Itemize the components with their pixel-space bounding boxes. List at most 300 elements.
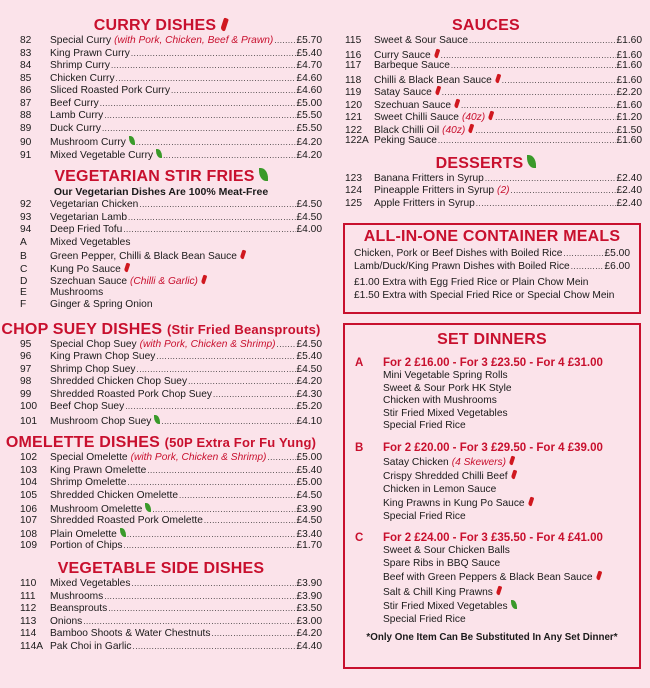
leader-dots <box>267 452 295 465</box>
item-description: (2) <box>497 185 510 196</box>
menu-item <box>0 351 322 364</box>
set-letter: B <box>355 441 364 454</box>
sauces-list <box>330 35 642 148</box>
item-price: £4.50 <box>296 199 322 210</box>
item-name: Pak Choi in Garlic <box>50 640 132 652</box>
item-name: Sweet Chilli Sauce <box>374 112 459 123</box>
leader-dots <box>571 261 604 274</box>
set-block <box>345 441 639 524</box>
item-name: Lamb/Duck/King Prawn Dishes with Boiled Rice <box>354 260 570 272</box>
item-price: £1.60 <box>616 74 642 86</box>
item-price: £4.50 <box>296 211 322 223</box>
item-number: 91 <box>20 149 32 161</box>
item-price: £4.20 <box>296 137 322 148</box>
item-number: 85 <box>20 72 32 84</box>
menu-item <box>0 616 322 629</box>
item-name: Vegetarian Chicken <box>50 199 139 210</box>
leader-dots <box>123 224 295 237</box>
veg-stir-list <box>0 199 322 312</box>
leader-dots <box>161 416 295 429</box>
chili-icon <box>596 570 602 580</box>
menu-item <box>330 98 642 111</box>
item-name: King Prawn Omelette <box>50 464 147 476</box>
item-name: Chicken Curry <box>50 72 115 84</box>
menu-item <box>0 135 322 148</box>
set-dinners-box <box>343 323 641 669</box>
item-name: Chilli & Black Bean Sauce <box>374 74 492 86</box>
leader-dots <box>563 248 603 261</box>
leader-dots <box>108 603 295 616</box>
chili-icon <box>220 17 228 31</box>
item-price: £4.70 <box>296 60 322 71</box>
leader-dots <box>442 87 616 100</box>
leader-dots <box>451 60 616 73</box>
item-price: £1.70 <box>296 539 322 551</box>
item-number: B <box>20 251 27 262</box>
item-name: Shrimp Omelette <box>50 477 127 488</box>
veg-side-list <box>0 578 322 653</box>
item-name: Stir Fried Mixed Vegetables <box>383 407 508 419</box>
leader-dots <box>128 212 295 225</box>
container-meals-box <box>343 223 641 314</box>
menu-item <box>0 212 322 225</box>
menu-item <box>0 35 322 48</box>
menu-item <box>0 603 322 616</box>
curry-list <box>0 35 322 160</box>
item-number: 108 <box>20 529 37 540</box>
item-price: £4.10 <box>296 415 322 427</box>
item-number: 89 <box>20 122 32 134</box>
leaf-icon <box>129 135 135 145</box>
item-name: Szechuan Sauce <box>374 99 452 111</box>
item-description: (4 Skewers) <box>451 456 507 468</box>
item-name: Mushroom Omelette <box>50 504 143 515</box>
item-price: £5.00 <box>296 97 322 109</box>
chili-icon <box>509 455 515 465</box>
leader-dots <box>116 73 296 86</box>
menu-item <box>0 527 322 540</box>
item-price: £4.50 <box>296 514 322 526</box>
chili-icon <box>511 469 517 479</box>
leader-dots <box>476 198 616 211</box>
leader-dots <box>102 123 296 136</box>
menu-item <box>0 502 322 515</box>
item-name: Pineapple Fritters in Syrup <box>374 185 495 196</box>
menu-item <box>0 110 322 123</box>
chili-icon <box>468 123 474 133</box>
menu-item <box>0 148 322 161</box>
leaf-icon <box>120 527 126 537</box>
leader-dots <box>188 376 295 389</box>
menu-item <box>330 173 642 186</box>
item-price: £3.50 <box>296 603 322 614</box>
item-name: Curry Sauce <box>374 49 431 61</box>
item-number: 122 <box>345 124 362 136</box>
menu-item <box>0 274 322 287</box>
leader-dots <box>123 540 295 553</box>
item-number: 103 <box>20 464 37 476</box>
set-dinners-note: *Only One Item Can Be Substituted In Any Set Dinner* <box>366 632 618 643</box>
item-name: Beef Curry <box>50 97 99 109</box>
item-price: £4.60 <box>296 72 322 84</box>
item-price: £1.60 <box>616 99 642 111</box>
menu-item <box>0 414 322 427</box>
set-item <box>345 420 639 433</box>
set-item <box>345 496 639 511</box>
item-name: Mushroom Chop Suey <box>50 415 152 427</box>
item-price: £1.60 <box>616 35 642 46</box>
desserts-title: DESSERTS <box>330 155 642 173</box>
item-number: F <box>20 299 27 310</box>
veg-stir-title: VEGETARIAN STIR FRIES <box>0 168 322 186</box>
menu-item <box>330 48 642 61</box>
veg-side-title: VEGETABLE SIDE DISHES <box>57 560 265 577</box>
menu-item <box>0 515 322 528</box>
left-column <box>0 0 322 653</box>
menu-item <box>0 237 322 250</box>
item-name: Chicken in Lemon Sauce <box>383 483 497 495</box>
right-column <box>330 0 642 210</box>
chop-suey-list <box>0 339 322 427</box>
menu-item <box>0 73 322 86</box>
item-description: (40z) <box>461 112 486 123</box>
item-name: Chicken, Pork or Beef Dishes with Boiled Rice <box>354 248 563 259</box>
item-name: Special Fried Rice <box>383 613 466 625</box>
item-name: Special Fried Rice <box>383 420 466 431</box>
leader-dots <box>163 150 295 163</box>
item-price: £1.60 <box>616 49 642 61</box>
item-name: Mushrooms <box>50 286 104 298</box>
set-item <box>345 585 639 600</box>
item-name: Green Pepper, Chilli & Black Bean Sauce <box>50 251 237 262</box>
leader-dots <box>104 110 295 123</box>
item-name: Special Fried Rice <box>383 510 466 522</box>
menu-item <box>0 199 322 212</box>
omelette-list <box>0 452 322 552</box>
item-name: Beef Chop Suey <box>50 401 125 412</box>
set-header <box>345 441 639 455</box>
menu-item <box>0 249 322 262</box>
set-item <box>345 511 639 524</box>
leader-dots <box>147 465 295 478</box>
item-name: Stir Fried Mixed Vegetables <box>383 601 508 612</box>
item-name: Beansprouts <box>50 603 108 614</box>
item-price: £1.60 <box>616 135 642 146</box>
set-prices: For 2 £16.00 - For 3 £23.50 - For 4 £31.00 <box>383 357 603 369</box>
set-item <box>345 395 639 408</box>
item-number: 113 <box>20 615 37 627</box>
item-price: £4.20 <box>296 376 322 387</box>
set-letter: C <box>355 532 364 544</box>
leader-dots <box>469 35 615 48</box>
item-name: Special Omelette <box>50 452 128 463</box>
item-number: 98 <box>20 376 32 387</box>
item-name: Satay Chicken <box>383 456 449 468</box>
container-meal <box>354 261 630 274</box>
item-price: £1.20 <box>616 112 642 123</box>
item-number: 94 <box>20 224 32 235</box>
chili-icon <box>435 85 441 95</box>
item-price: £2.40 <box>616 172 642 184</box>
item-number: 111 <box>20 590 36 602</box>
item-number: C <box>20 263 28 275</box>
item-name: Barbeque Sauce <box>374 60 450 71</box>
item-number: 107 <box>20 514 37 526</box>
set-header <box>345 356 639 370</box>
item-number: D <box>20 276 28 287</box>
item-price: £4.00 <box>296 224 322 235</box>
set-item <box>345 614 639 627</box>
leaf-icon <box>511 599 517 609</box>
leader-dots <box>495 112 615 125</box>
item-price: £4.50 <box>296 338 322 350</box>
item-name: Mixed Vegetables <box>50 236 131 248</box>
item-price: £3.90 <box>296 504 322 515</box>
menu-item <box>0 591 322 604</box>
item-number: 82 <box>20 35 32 46</box>
leader-dots <box>511 185 616 198</box>
item-number: 124 <box>345 185 362 196</box>
item-name: Shredded Roasted Pork Chop Suey <box>50 388 212 400</box>
item-name: Szechuan Sauce <box>50 276 128 287</box>
item-description: (with Pork, Chicken & Shrimp) <box>139 338 276 350</box>
item-price: £5.40 <box>296 464 322 476</box>
item-price: £2.40 <box>616 185 642 196</box>
chili-icon <box>488 110 494 120</box>
item-price: £2.20 <box>616 87 642 98</box>
item-name: Vegetarian Lamb <box>50 211 128 223</box>
omelette-title: OMELETTE DISHES (50P Extra For Fu Yung) <box>5 434 317 451</box>
item-number: 84 <box>20 60 32 71</box>
item-number: 118 <box>345 74 362 86</box>
item-name: Mushrooms <box>50 590 104 602</box>
item-name: Crispy Shredded Chilli Beef <box>383 471 508 482</box>
item-number: 115 <box>345 35 362 46</box>
item-name: Special Chop Suey <box>50 338 137 350</box>
item-name: Mixed Vegetable Curry <box>50 149 154 161</box>
leaf-icon <box>145 502 151 512</box>
leader-dots <box>485 173 616 186</box>
item-number: 96 <box>20 351 32 362</box>
menu-item <box>0 85 322 98</box>
menu-item <box>0 339 322 352</box>
item-price: £5.50 <box>296 110 322 121</box>
item-price: £5.50 <box>296 122 322 134</box>
item-price: £5.70 <box>296 35 322 46</box>
item-name: Mixed Vegetables <box>50 578 131 589</box>
item-number: 105 <box>20 489 37 501</box>
leaf-icon <box>154 414 160 424</box>
set-item <box>345 558 639 571</box>
container-extra-1: £1.00 Extra with Egg Fried Rice or Plain Chow Mein <box>354 277 589 288</box>
item-number: 112 <box>20 603 37 614</box>
item-name: Sweet & Sour Sauce <box>374 35 469 46</box>
item-description: (with Pork, Chicken & Shrimp) <box>130 452 267 463</box>
item-name: Deep Fried Tofu <box>50 224 123 235</box>
leader-dots <box>502 75 616 88</box>
desserts-list <box>330 173 642 211</box>
item-name: Black Chilli Oil <box>374 124 440 136</box>
chili-icon <box>240 249 246 259</box>
item-number: 122A <box>345 135 369 146</box>
item-number: 114A <box>20 640 44 652</box>
chili-icon <box>496 585 502 595</box>
leader-dots <box>131 48 296 61</box>
leader-dots <box>211 628 295 641</box>
leader-dots <box>156 351 295 364</box>
set-dinners-title: SET DINNERS <box>437 331 547 348</box>
menu-item <box>0 477 322 490</box>
menu-item <box>0 465 322 478</box>
item-name: Apple Fritters in Syrup <box>374 197 475 209</box>
set-prices: For 2 £20.00 - For 3 £29.50 - For 4 £39.00 <box>383 441 603 454</box>
menu-item <box>0 641 322 654</box>
set-item <box>345 484 639 497</box>
menu-item <box>0 540 322 553</box>
item-number: 99 <box>20 388 32 400</box>
item-number: 117 <box>345 60 362 71</box>
item-price: £3.90 <box>296 590 322 602</box>
item-number: 119 <box>345 87 362 98</box>
item-name: King Prawn Curry <box>50 47 130 59</box>
item-price: £2.40 <box>616 197 642 209</box>
set-prices: For 2 £24.00 - For 3 £35.50 - For 4 £41.00 <box>383 532 603 544</box>
menu-item <box>0 578 322 591</box>
leader-dots <box>139 199 295 212</box>
item-description: (Chilli & Garlic) <box>130 276 198 287</box>
item-price: £4.40 <box>296 640 322 652</box>
menu-item <box>0 628 322 641</box>
item-number: 106 <box>20 504 37 515</box>
item-name: Shrimp Chop Suey <box>50 363 136 375</box>
curry-title: CURRY DISHES <box>0 17 322 35</box>
item-name: Salt & Chill King Prawns <box>383 586 493 598</box>
chili-icon <box>434 48 440 58</box>
item-name: Ginger & Spring Onion <box>50 299 153 310</box>
leader-dots <box>171 85 295 98</box>
item-number: 102 <box>20 452 37 463</box>
veg-stir-subtitle: Our Vegetarian Dishes Are 100% Meat-Free <box>53 186 269 198</box>
item-name: Special Curry <box>50 35 112 46</box>
chili-icon <box>201 274 207 284</box>
item-number: 114 <box>20 628 37 639</box>
set-block <box>345 531 639 626</box>
menu-item <box>0 401 322 414</box>
item-price: £5.00 <box>296 477 322 488</box>
item-price: £5.00 <box>296 452 322 463</box>
item-name: Shrimp Curry <box>50 60 111 71</box>
item-price: £3.00 <box>296 615 322 627</box>
set-dinners-list <box>345 356 639 626</box>
item-price: £4.50 <box>296 489 322 501</box>
leaf-icon <box>527 155 536 169</box>
leader-dots <box>111 60 295 73</box>
menu-item <box>0 376 322 389</box>
item-name: Sweet & Sour Chicken Balls <box>383 545 510 556</box>
item-number: E <box>20 286 27 298</box>
item-name: King Prawns in Kung Po Sauce <box>383 498 525 509</box>
item-name: Banana Fritters in Syrup <box>374 172 484 184</box>
item-price: £5.40 <box>296 351 322 362</box>
item-name: King Prawn Chop Suey <box>50 351 156 362</box>
set-block <box>345 356 639 433</box>
menu-item <box>330 73 642 86</box>
leader-dots <box>274 35 295 48</box>
item-price: £4.20 <box>296 149 322 161</box>
item-number: 97 <box>20 363 32 375</box>
item-price: £4.30 <box>296 388 322 400</box>
leader-dots <box>179 490 296 503</box>
item-number: 121 <box>345 112 362 123</box>
menu-item <box>0 299 322 312</box>
item-number: 83 <box>20 47 32 59</box>
set-item <box>345 408 639 421</box>
menu-item <box>330 185 642 198</box>
item-name: Onions <box>50 615 83 627</box>
leader-dots <box>461 100 615 113</box>
item-name: Plain Omelette <box>50 529 117 540</box>
container-title: ALL-IN-ONE CONTAINER MEALS <box>363 228 621 245</box>
chili-icon <box>124 262 130 272</box>
menu-item <box>330 85 642 98</box>
item-number: 116 <box>345 49 362 61</box>
item-name: Portion of Chips <box>50 539 123 551</box>
set-item <box>345 383 639 396</box>
item-price: £5.00 <box>604 248 630 259</box>
item-name: Mini Vegetable Spring Rolls <box>383 370 508 381</box>
leader-dots <box>127 477 295 490</box>
chili-icon <box>528 496 534 506</box>
item-name: Mushroom Curry <box>50 137 126 148</box>
leader-dots <box>277 339 296 352</box>
item-price: £1.50 <box>616 124 642 136</box>
menu-item <box>0 389 322 402</box>
sauces-title: SAUCES <box>452 17 520 34</box>
item-name: Spare Ribs in BBQ Sauce <box>383 557 501 569</box>
container-meal <box>354 248 630 261</box>
leader-dots <box>104 591 295 604</box>
item-name: Satay Sauce <box>374 87 432 98</box>
item-number: 92 <box>20 199 32 210</box>
item-price: £4.60 <box>296 85 322 96</box>
menu-item <box>330 123 642 136</box>
item-number: 100 <box>20 401 37 412</box>
item-description: (with Pork, Chicken, Beef & Prawn) <box>114 35 274 46</box>
set-letter: A <box>355 357 364 369</box>
item-name: Shredded Chicken Omelette <box>50 489 178 501</box>
menu-item <box>0 123 322 136</box>
menu-item <box>0 364 322 377</box>
item-number: 93 <box>20 211 32 223</box>
item-name: Peking Sauce <box>374 135 437 146</box>
leaf-icon <box>156 148 162 158</box>
set-item <box>345 370 639 383</box>
menu-item <box>0 60 322 73</box>
item-price: £5.40 <box>296 47 322 59</box>
item-name: Beef with Green Peppers & Black Bean Sauce <box>383 572 593 583</box>
item-price: £5.20 <box>296 401 322 412</box>
item-name: Shredded Roasted Pork Omelette <box>50 514 203 526</box>
item-price: £3.40 <box>296 529 322 540</box>
item-number: 120 <box>345 99 362 111</box>
menu-item <box>0 224 322 237</box>
set-item <box>345 469 639 484</box>
leader-dots <box>204 515 296 528</box>
menu-item <box>330 60 642 73</box>
item-number: 86 <box>20 85 32 96</box>
leader-dots <box>131 578 295 591</box>
set-item <box>345 599 639 614</box>
